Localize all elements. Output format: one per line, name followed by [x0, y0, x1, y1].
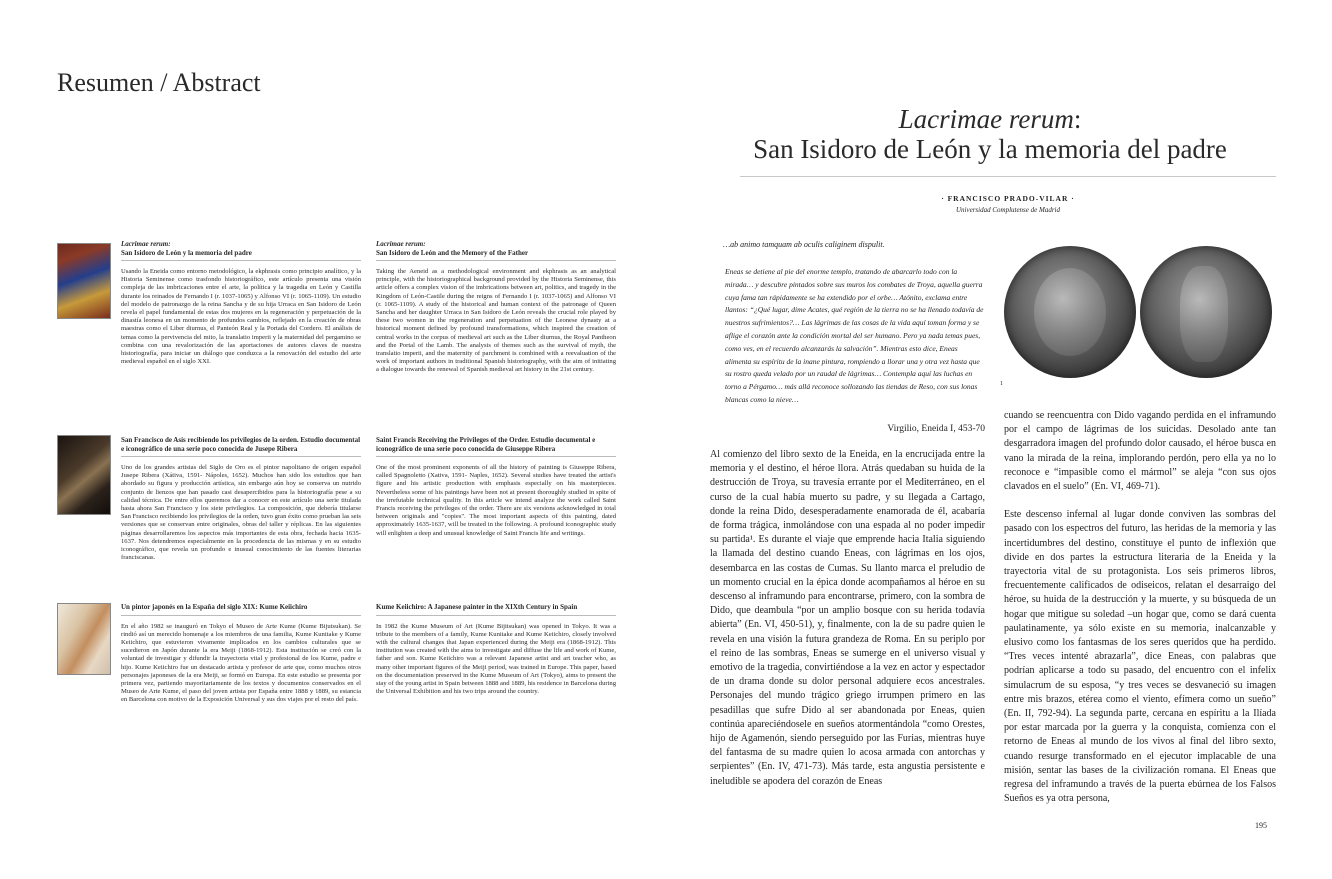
abstract-3-es-text: En el año 1982 se inauguró en Tokyo el Museo de Arte Kume (Kume Bijutsukan). Se rindió así un merecido homenaje a los miembros de una familia, Kume Kunitake y Kume Keiichiro, que estuvieron vivamente implicados en los cambios culturales que se sucedieron en Japón durante la era Meiji (1868-1912). Esta institución se creó con la voluntad de investigar y difundir la trayectoria vital y profesional de los Kume, padre e hijo. Kume Keiichiro fue un destacado artista y profesor de arte que, como muchos otros personajes japoneses de la era Meiji, se formó en Europa. En este estudio se presenta por primera vez, partiendo mayoritariamente de los textos y documentos conservados en el Museo de Arte Kume, el paso del joven artista por España entre 1888 y 1889, su estancia en Barcelona con motivo de la Exposición Universal y sus dos viajes por el resto del país.: [121, 622, 361, 704]
abstract-1-spanish: [121, 240, 361, 366]
figure-number: 1: [1000, 381, 1003, 387]
abstract-1-es-text: Usando la Eneida como entorno metodológico, la ekphrasis como principio analítico, y la Historia Seminense como trasfondo historiográfico, este artículo presenta una visión compleja de las imbricaciones entre el arte, la política y la tragedia en León y Castilla durante los reinados de Fernando I (r. 1037-1065) y Alfonso VI (r. 1065-1109). Un estudio del modelo de patronazgo de la reina Sancha y de su hija Urraca en San Isidoro de León revela el papel fundamental de estas dos mujeres en la regeneración y perpetuación de la dinastía leonesa en un momento de profundos cambios, reflejado en la creación de obras maestras como el Liber diurnus, el Panteón Real y la Portada del Cordero. El análisis de temas como la pervivencia del mito, la translatio imperii y la maternidad del pergamino se combina con una revalorización de las aportaciones de autores claves de nuestra historiografía, para iniciar un diálogo que conduzca a la renovación del estudio del arte medieval español en el siglo XXI.: [121, 268, 361, 366]
article-title: [740, 104, 1240, 164]
abstract-1-en-text: Taking the Aeneid as a methodological environment and ekphrasis as an analytical principle, with the historiographical background provided by the Historia Seminense, this article offers a complex vision of the imbrications between art, politics, and tragedy in the Kingdom of León-Castile during the reigns of Fernando I (r. 1037-1065) and Alfonso VI (r. 1065-1109). A study of the historical and human context of the patronage of Queen Sancha and her daughter Urraca in San Isidoro de León reveals the crucial role played by these two women in the regeneration and perpetuation of the Leonese dynasty at a historical moment defined by profound transformations, which inspired the creation of central works in the corpus of medieval art such as the Liber diurnus, the Royal Pantheon and the Portal of the Lamb. The analysis of themes such as the survival of myth, the translatio imperii, and the maternity of parchment is combined with a reevaluation of the work of important authors in traditional Spanish historiography, with the aim of initiating a dialogue towards the renewal of Spanish medieval art history in the 21st century.: [376, 268, 616, 374]
article-subtitle: San Isidoro de León y la memoria del padre: [753, 134, 1227, 164]
abstract-3-es-heading: Un pintor japonés en la España del siglo XIX: Kume Keiichiro: [121, 603, 361, 616]
author-name: · FRANCISCO PRADO-VILAR ·: [941, 194, 1075, 203]
coin-reverse-image: [1140, 246, 1272, 378]
abstract-page-title: Resumen / Abstract: [57, 68, 261, 97]
article-title-italic: Lacrimae rerum: [898, 104, 1074, 134]
abstract-2-en-heading: Saint Francis Receiving the Privileges of the Order. Estudio documental e iconográfico de una serie poco conocida de Giuseppe Ribera: [376, 436, 616, 457]
abstract-3-english: [376, 603, 616, 696]
abstract-3-en-heading: Kume Keiichiro: A Japanese painter in the XIXth Century in Spain: [376, 603, 616, 616]
epigraph-citation: Virgilio, Eneida I, 453-70: [887, 424, 985, 434]
abstract-1-en-heading: Lacrimae rerum: San Isidoro de León and the Memory of the Father: [376, 240, 616, 261]
kume-painting-thumbnail: [57, 603, 111, 675]
abstract-1-es-heading: Lacrimae rerum: San Isidoro de León y la memoria del padre: [121, 240, 361, 261]
abstract-2-es-text: Uno de los grandes artistas del Siglo de Oro es el pintor napolitano de origen español Jusepe Ribera (Xátiva, 1591- Nápoles, 1652). Muchos han sido los estudios que han abordado su figura y producción artística, sin embargo aún hoy se conserva un nutrido conjunto de lienzos que han pasado casi desapercibidos para la historiografía pese a su calidad técnica. De entre ellos queremos dar a conocer en este artículo una serie titulada hasta ahora San Francisco y los siete privilegios. La composición, que debería titularse San Francisco recibiendo los privilegios de la orden, tuvo gran éxito como prueban las seis versiones que se conservan entre originales, obras del taller y réplicas. En las siguientes páginas desarrollaremos los aspectos más importantes de esta obra, fechada hacia 1635-1637. Nos detendremos especialmente en la procedencia de las mismas y en su estudio iconográfico, que revela un profundo e inusual conocimiento de las fuentes literarias franciscanas.: [121, 464, 361, 562]
epigraph-latin: …ab animo tamquam ab oculis caliginem dispulit.: [723, 240, 885, 249]
abstract-2-english: [376, 436, 616, 538]
abstract-3-spanish: [121, 603, 361, 705]
coin-figure-relief: [1180, 266, 1228, 362]
body-paragraph: cuando se reencuentra con Dido vagando perdida en el inframundo por el campo de lágrimas de los suicidas. Desolado ante tan desgarradora imagen del profundo dolor causado, el héroe busca en vano la mirada de la reina, implorando perdón, pero ella ya no lo reconoce e “impasible como el mármol” se aleja “con sus ojos clavados en el suelo” (En. VI, 469-71).: [1004, 410, 1276, 493]
body-paragraph: Este descenso infernal al lugar donde conviven las sombras del pasado con los espectros del futuro, las heridas de la memoria y las incertidumbres del destino, constituye el punto de inflexión que divide en dos partes la estructura literaria de la Eneida y la trayectoria vital de su protagonista. Los seis primeros libros, frecuentemente calificados de odiseicos, relatan el desarraigo del héroe, su huida de la destrucción y la muerte, y su búsqueda de un hogar que mitigue su soledad –un hogar que, como se dará cuenta paulatinamente, ya sólo existe en su memoria, inalcanzable y elusivo como los fantasmas de los seres queridos que ha perdido. “Tres veces intenté abrazarla”, dice Eneas, con palabras que podrían aplicarse a todo su pasado, del encuentro con el infelix simulacrum de su esposa, “y tres veces se desvaneció su imagen entre mis brazos, etérea como el viento, efímera como un sueño” (En. II, 792-94). La segunda parte, cercana en espíritu a la Ilíada por estar marcada por la guerra y la conquista, comienza con el retorno de Eneas al mundo de los vivos al final del libro sexto, cuando resurge transformado en el ejecutor implacable de una misión, sentar las bases de la civilización romana. El Eneas que regresa del inframundo a través de la puerta ebúrnea de los Falsos Sueños es ya otra persona,: [1004, 509, 1276, 805]
abstract-2-es-heading: San Francisco de Asís recibiendo los privilegios de la orden. Estudio documental e iconográfico de una serie poco conocida de Jusepe Ribera: [121, 436, 361, 457]
abstract-2-en-text: One of the most prominent exponents of all the history of painting is Giuseppe Ribera, called Spagnoletto (Xativa, 1591- Naples, 1652). Several studies have treated the artist's figure and his artistic production with emphasis especially on his masterpieces. Nevertheless some of his paintings have been not at present thoroughly studied in spite of the irrefutable technical quality. In this article we intend analyze the work called Saint Francis receiving the privileges of the order. There are six versions acknowledged in total between originals and "copies". The most important aspects of this painting, dated approximately 1635-1637, will be treated in the following. A profound iconographic study will enlighten a deep and unusual knowledge of Saint Francis life and writings.: [376, 464, 616, 537]
abstract-1-english: [376, 240, 616, 375]
body-column-right: [1004, 409, 1276, 806]
abstract-2-spanish: [121, 436, 361, 562]
liber-diurnus-miniature-thumbnail: [57, 243, 111, 319]
abstract-3-en-text: In 1982 the Kume Museum of Art (Kume Bijitsukan) was opened in Tokyo. It was a tribute to the members of a family, Kume Kunitake and Kume Keiichiro, closely involved with the cultural changes that Japan experienced during the Meiji era (1868-1912). This institution was created with the aims to investigate and diffuse the life and work of Kume, father and son. Kume Keiichiro was a relevant Japanese artist and art teacher who, as many other important figures of the Meiji period, was trained in Europe. This paper, based on the documentation preserved in the Kume Museum of Art (Tokyo), aims to present the stay of the young artist in Spain between 1888 and 1889, his residence in Barcelona during the Universal Exhibition and his two trips around the country.: [376, 622, 616, 696]
title-divider: [740, 176, 1276, 177]
body-column-left: Al comienzo del libro sexto de la Eneida, en la encrucijada entre la memoria y el destino, el héroe llora. Atrás quedaban su huida de la destrucción de Troya, su travesía errante por el Mediterráneo, en el curso de la cual había muerto su padre, y su llegada a Cartago, donde la reina Dido, desesperadamente enamorada de él, acabaría de forma trágica, inmolándose con una espada al no poder impedir su partida¹. Es durante el viaje que emprende hacia Italia siguiendo la llamada del destino cuando Eneas, con lágrimas en los ojos, desembarca en las costas de Cumas. Su llanto marca el preludio de un momento crucial en la épica donde acompañamos al héroe en su descenso al inframundo para encontrarse, primero, con la sombra de Dido, que deambula “por un amplio bosque con su herida todavía abierta” (En. VI, 450-51), y, finalmente, con la de su padre quien le revela en una visión la futura grandeza de Roma. En su periplo por el reino de las sombras, Eneas se sumerge en el universo visual y emotivo de la tragedia, convirtiéndose a la vez en actor y espectador de un drama donde su dolor personal adquiere ecos ancestrales. Personajes del mundo trágico griego irrumpen primero en las pesadillas que sufre Dido al ser abandonada por Eneas, quien continúa apareciéndosele en sueños atormentándola “como Orestes, hijo de Agamenón, siendo perseguido por las Furias, mientras huye del fantasma de su madre quien lo acosa armada con antorchas y serpientes” (En. IV, 471-73). Más tarde, esta angustia persistente e ineludible se apodera del corazón de Eneas: [710, 449, 985, 787]
ribera-painting-thumbnail: [57, 435, 111, 515]
author-affiliation: Universidad Complutense de Madrid: [955, 206, 1060, 214]
epigraph-spanish: Eneas se detiene al pie del enorme templo, tratando de abarcarlo todo con la mirada… y descubre pintados sobre sus muros los combates de Troya, aquella guerra cuya fama tan rápidamente se ha extendido por el orbe… Atónito, exclama entre llantos: “¿Qué lugar, dime Acates, qué región de la tierra no se ha llenado todavía de nuestros sufrimientos?… Las lágrimas de las cosas de la vida aquí toman forma y se aflige el corazón ante la condición mortal del ser humano. Pero ya nada temas pues, como ves, en el recuerdo alcanzarás la salvación”. Mientras esto dice, Eneas alimenta su espíritu de la inane pintura, rompiendo a llorar una y otra vez hasta que su rostro queda velado por un raudal de lágrimas… Contempla aquí las luchas en torno a Pérgamo… más allá reconoce sollozando las tiendas de Reso, con sus lonas blancas como la nieve…: [725, 267, 984, 404]
coin-figure: [1000, 242, 1276, 380]
coin-head-relief: [1034, 268, 1106, 356]
page-number: 195: [1255, 821, 1267, 830]
article-title-colon: :: [1073, 104, 1082, 134]
coin-obverse-image: [1004, 246, 1136, 378]
